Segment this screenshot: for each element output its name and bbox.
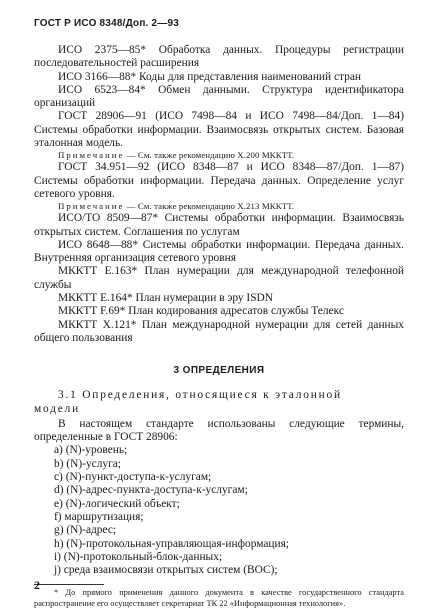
list-item: a) (N)-уровень; (54, 444, 128, 457)
section-title: 3 ОПРЕДЕЛЕНИЯ (173, 365, 265, 377)
list-item: i) (N)-протокольный-блок-данных; (54, 550, 223, 563)
reference-ccitt-e163: МККТТ Е.163* План нумерации для международной телефонной службы (34, 265, 404, 291)
reference-iso-3166: ИСО 3166—88* Коды для представления наименований стран (58, 70, 361, 83)
reference-iso-8648: ИСО 8648—88* Системы обработки информации. Передача данных. Внутренняя организация сетевого уровня (34, 238, 404, 265)
subsection-heading-cont: модели (34, 402, 81, 415)
list-item: j) среда взаимосвязи открытых систем (ВОС); (54, 564, 278, 577)
reference-gost-34-951: ГОСТ 34.951—92 (ИСО 8348—87 и ИСО 8348—87/Доп. 1—87) Системы обработки информации. Передача данных. Определение услуг сетевого уровня. (34, 161, 404, 200)
reference-ccitt-e164: МККТТ Е.164* План нумерации в эру ISDN (58, 292, 274, 305)
reference-ccitt-x121: МККТТ Х.121* План международной нумерации для сетей данных общего пользования (34, 318, 404, 344)
list-item: f) маршрутизация; (54, 510, 144, 523)
note-x213 (34, 201, 404, 212)
page-number: 2 (34, 578, 40, 592)
list-item: c) (N)-пункт-доступа-к-услугам; (54, 471, 212, 484)
list-item: e) (N)-логический объект; (54, 497, 180, 510)
document-page (34, 18, 404, 609)
reference-iso-6523: ИСО 6523—84* Обмен данными. Структура идентификатора организаций (34, 83, 404, 110)
terms-intro: В настоящем стандарте использованы следующие термины, определенные в ГОСТ 28906: (34, 417, 404, 444)
note-label: Примечание (58, 201, 125, 212)
note-text: — См. также рекомендацию Х.200 МККТТ. (124, 150, 295, 161)
subsection-heading: 3.1 Определения, относящиеся к эталонной (58, 389, 342, 402)
list-item: g) (N)-адрес; (54, 524, 117, 537)
footnote-divider (34, 584, 104, 585)
footnote: * До прямого применения данного документа в качестве государственного стандарта распространение его осуществляет секретариат ТК 22 «Информационная технология». (34, 588, 404, 608)
note-text: — См. также рекомендацию Х.213 МККТТ. (124, 201, 295, 212)
reference-iso-2375: ИСО 2375—85* Обработка данных. Процедуры регистрации последовательностей расширения (34, 44, 404, 70)
list-item: h) (N)-протокольная-управляющая-информация; (54, 537, 289, 550)
list-item: b) (N)-услуга; (54, 457, 121, 470)
running-header: ГОСТ Р ИСО 8348/Доп. 2—93 (34, 18, 179, 29)
reference-gost-28906: ГОСТ 28906—91 (ИСО 7498—84 и ИСО 7498—84/Доп. 1—84) Системы обработки информации. Взаимосвязь открытых систем. Базовая эталонная модель. (34, 110, 404, 150)
terms-list (34, 444, 404, 577)
note-label: Примечание (58, 150, 125, 161)
list-item: d) (N)-адрес-пункта-доступа-к-услугам; (54, 484, 248, 497)
reference-iso-to-8509: ИСО/ТО 8509—87* Системы обработки информации. Взаимосвязь открытых систем. Соглашения по услугам (34, 212, 404, 238)
note-x200 (34, 150, 404, 161)
reference-ccitt-f69: МККТТ F.69* План кодирования адресатов службы Телекс (58, 305, 344, 318)
